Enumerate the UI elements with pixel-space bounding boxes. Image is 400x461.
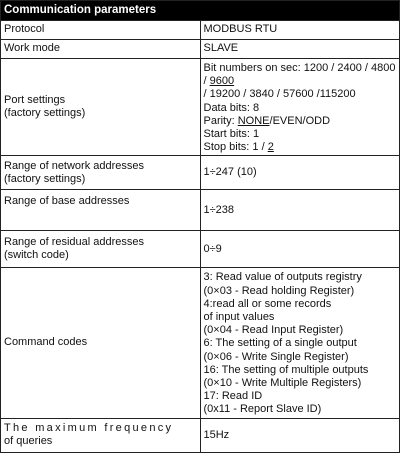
start-bits: Start bits: 1: [203, 128, 260, 141]
command-line: 4:read all or some records: [203, 297, 332, 310]
command-codes-label: Command codes: [1, 268, 201, 418]
table-row-network-addresses: [1, 156, 400, 190]
stop-bits-prefix: Stop bits: 1 /: [203, 141, 268, 154]
max-frequency-label-line: of queries: [4, 435, 53, 448]
table-row-command-codes: [1, 268, 400, 418]
command-line: 3: Read value of outputs registry: [203, 271, 362, 284]
table-row-protocol: [1, 21, 400, 40]
residual-addresses-label-line: (switch code): [4, 249, 69, 262]
table-header-row: [1, 1, 400, 21]
parity: [204, 115, 397, 128]
max-frequency-label: [1, 418, 201, 452]
command-line: 17: Read ID: [203, 390, 263, 403]
residual-addresses-value: 0÷9: [200, 231, 400, 268]
command-line: (0x11 - Report Slave ID): [203, 403, 322, 416]
command-line: (0×06 - Write Single Register): [203, 350, 349, 363]
command-line: (0×04 - Read Input Register): [203, 324, 344, 337]
network-addresses-label-line: (factory settings): [4, 172, 86, 185]
network-addresses-value: 1÷247 (10): [200, 156, 400, 190]
command-line: (0×03 - Read holding Register): [203, 284, 355, 297]
command-codes-value: [200, 268, 400, 418]
base-addresses-label: Range of base addresses: [1, 190, 201, 231]
table-title: Communication parameters: [1, 1, 400, 21]
parity-rest: /EVEN/ODD: [269, 114, 331, 127]
command-line: (0×10 - Write Multiple Registers): [203, 377, 362, 390]
bitrate-options: Bit numbers on sec: 1200 / 2400 / 4800 /: [203, 62, 396, 88]
protocol-label: Protocol: [1, 21, 201, 40]
command-line: 16: The setting of multiple outputs: [203, 363, 369, 376]
command-line: 6: The setting of a single output: [203, 337, 357, 350]
network-addresses-label: [1, 156, 201, 190]
port-settings-label-line: Port settings: [4, 94, 66, 106]
protocol-value: MODBUS RTU: [200, 21, 400, 40]
table-row-port-settings: [1, 59, 400, 156]
network-addresses-label-line: Range of network addresses: [4, 159, 145, 172]
residual-addresses-label: [1, 231, 201, 268]
parity-prefix: Parity:: [203, 114, 238, 127]
port-settings-value: [200, 59, 400, 156]
residual-addresses-label-line: Range of residual addresses: [4, 236, 145, 249]
work-mode-label: Work mode: [1, 40, 201, 59]
table-row-max-frequency: [1, 418, 400, 452]
parity-default: NONE: [237, 114, 270, 127]
data-bits: Data bits: 8: [203, 101, 260, 114]
port-settings-label-line: (factory settings): [4, 107, 86, 120]
bitrate-options-cont: / 19200 / 3840 / 57600 /115200: [203, 88, 356, 101]
stop-bits: [204, 141, 397, 154]
table-row-residual-addresses: [1, 231, 400, 268]
stop-bits-default: 2: [267, 141, 274, 154]
port-settings-label: [1, 59, 201, 156]
table-row-base-addresses: [1, 190, 400, 231]
command-line: of input values: [203, 311, 275, 324]
max-frequency-value: 15Hz: [200, 418, 400, 452]
base-addresses-value: 1÷238: [200, 190, 400, 231]
work-mode-value: SLAVE: [200, 40, 400, 59]
table-row-work-mode: [1, 40, 400, 59]
max-frequency-label-line: The maximum frequency: [4, 421, 174, 434]
bitrate-default: 9600: [209, 75, 235, 88]
